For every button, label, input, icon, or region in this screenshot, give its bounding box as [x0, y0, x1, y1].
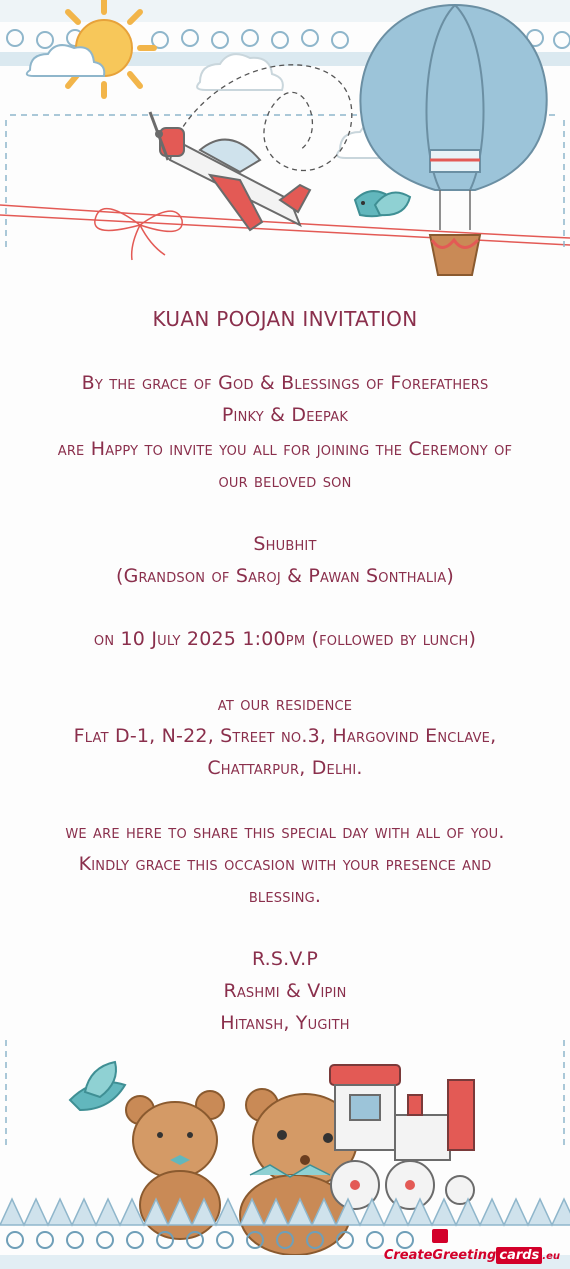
- bottom-spiral-border: [7, 1232, 413, 1248]
- child-name: Shubhit: [253, 533, 317, 555]
- rsvp-names-2: Hitansh, Yugith: [220, 1012, 350, 1034]
- brand-tld: .eu: [542, 1251, 560, 1262]
- rsvp-names-1: Rashmi & Vipin: [223, 980, 347, 1002]
- date-time: on 10 July 2025 1:00pm (followed by lunch): [93, 628, 477, 650]
- venue-label: at our residence: [217, 693, 353, 715]
- hot-air-balloon-icon: [360, 5, 546, 275]
- grandparents-line: (Grandson of Saroj & Pawan Sonthalia): [115, 565, 455, 587]
- brand-watermark[interactable]: [384, 1248, 560, 1263]
- bird-icon: [355, 191, 410, 216]
- invite-line-1: are Happy to invite you all for joining the Ceremony of: [57, 438, 513, 460]
- blessing-line: By the grace of God & Blessings of Forefathers: [81, 372, 489, 394]
- address-line-1: Flat D-1, N-22, Street no.3, Hargovind Enclave,: [73, 725, 497, 747]
- parents-names: Pinky & Deepak: [221, 404, 349, 426]
- rsvp-label: R.S.V.P: [251, 948, 319, 970]
- gift-icon: [432, 1229, 448, 1243]
- brand-badge: cards: [496, 1247, 542, 1264]
- bird-icon: [70, 1062, 125, 1110]
- invitation-title: KUAN POOJAN INVITATION: [152, 307, 418, 331]
- toy-train-icon: [330, 1065, 474, 1209]
- brand-text: CreateGreeting: [383, 1248, 497, 1263]
- message-line-1: we are here to share this special day with all of you.: [65, 821, 505, 843]
- address-line-2: Chattarpur, Delhi.: [207, 757, 363, 779]
- message-line-3: blessing.: [248, 885, 322, 907]
- message-line-2: Kindly grace this occasion with your presence and: [78, 853, 492, 875]
- invite-line-2: our beloved son: [218, 470, 352, 492]
